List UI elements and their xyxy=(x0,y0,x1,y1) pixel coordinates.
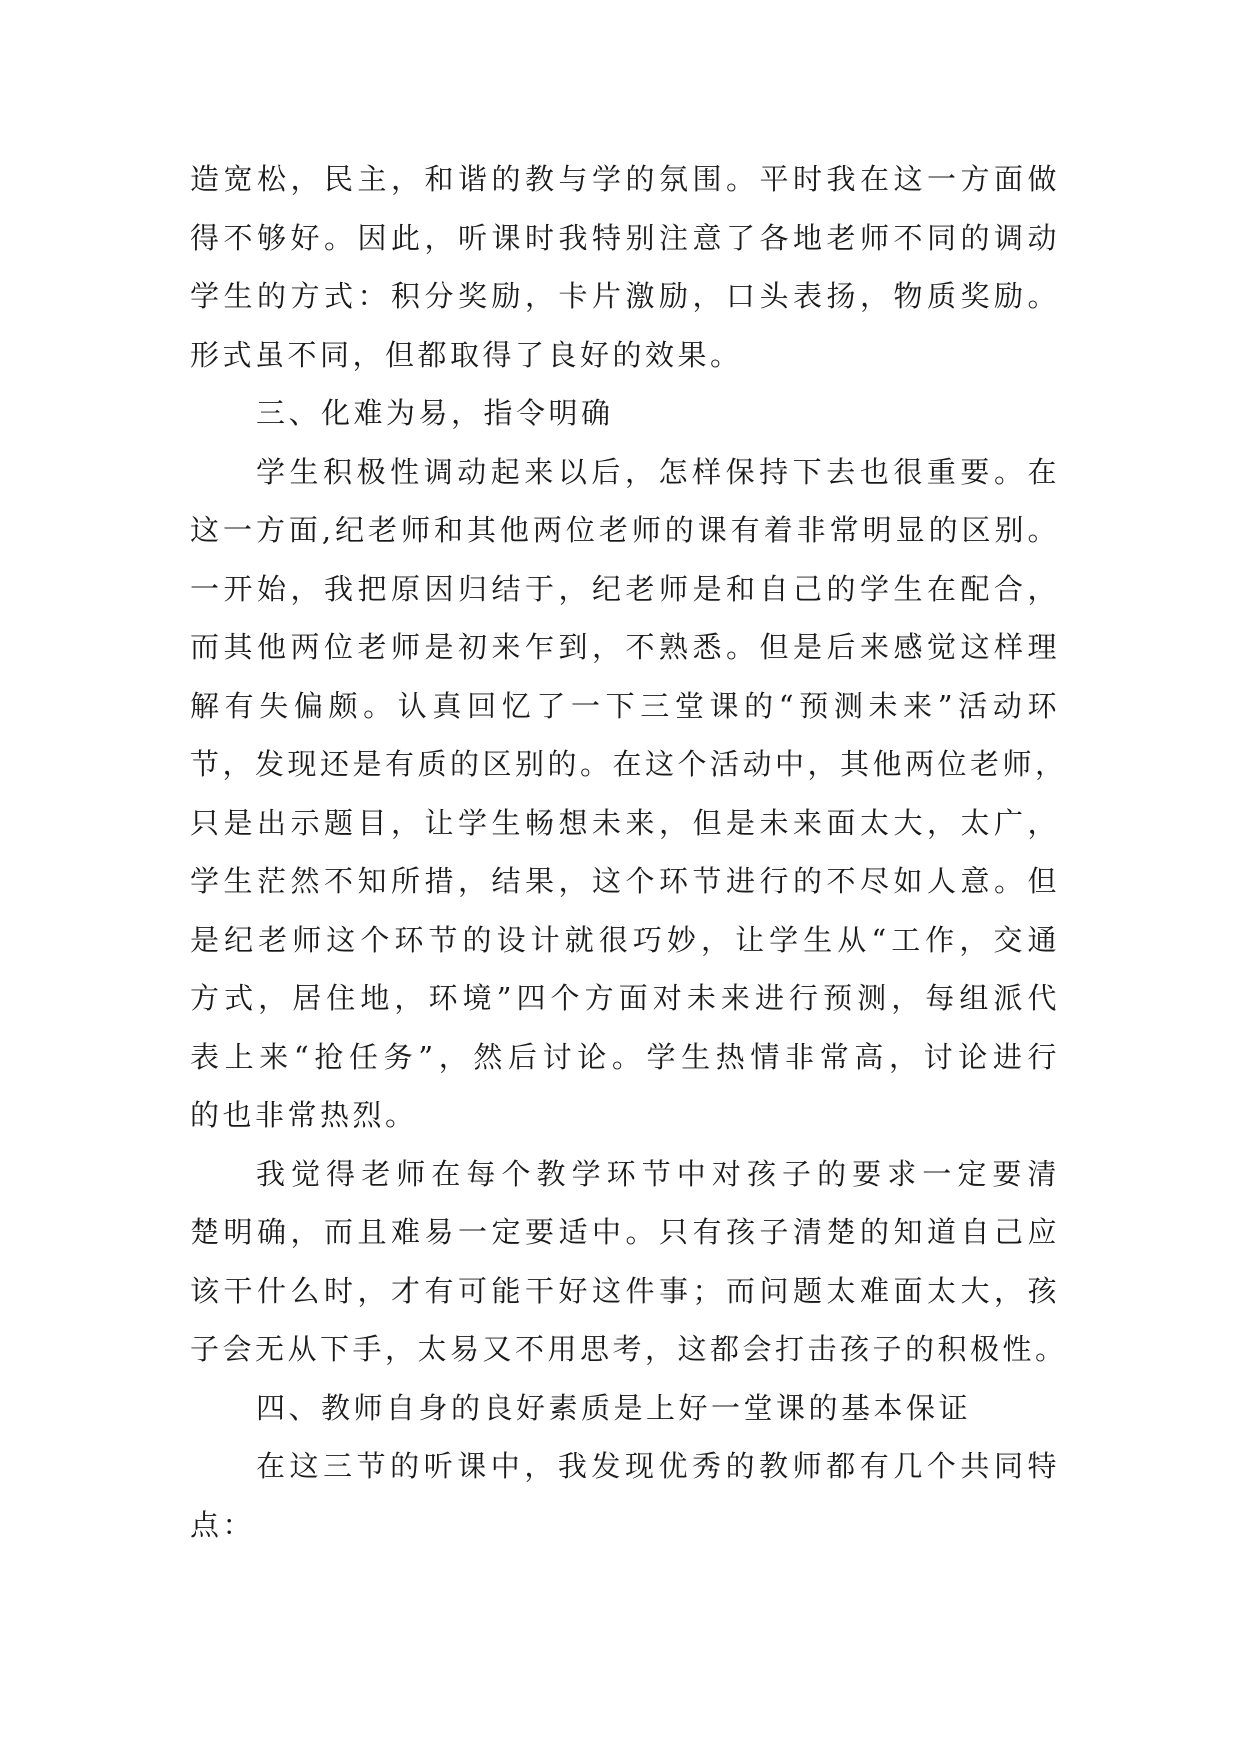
text-line: 一开始，我把原因归结于，纪老师是和自己的学生在配合， xyxy=(190,571,1060,606)
text-line: 点： xyxy=(190,1507,256,1542)
text-line: 学生的方式：积分奖励，卡片激励，口头表扬，物质奖励。 xyxy=(190,279,1060,313)
text-line: 子会无从下手，太易又不用思考，这都会打击孩子的积极性。 xyxy=(190,1332,1068,1366)
body-text xyxy=(190,150,1068,1554)
text-line: 表上来“抢任务”，然后讨论。学生热情非常高，讨论进行 xyxy=(190,1039,1060,1074)
text-line: 在这三节的听课中，我发现优秀的教师都有几个共同特 xyxy=(256,1449,1060,1483)
text-line: 学生积极性调动起来以后，怎样保持下去也很重要。在 xyxy=(256,454,1060,489)
text-line: 该干什么时，才有可能干好这件事；而问题太难面太大，孩 xyxy=(190,1273,1060,1308)
text-line: 学生茫然不知所措，结果，这个环节进行的不尽如人意。但 xyxy=(190,864,1060,898)
text-line: 节，发现还是有质的区别的。在这个活动中，其他两位老师， xyxy=(190,747,1068,781)
text-line: 方式，居住地，环境”四个方面对未来进行预测，每组派代 xyxy=(190,981,1060,1015)
text-line: 解有失偏颇。认真回忆了一下三堂课的“预测未来”活动环 xyxy=(190,688,1060,723)
text-line: 得不够好。因此，听课时我特别注意了各地老师不同的调动 xyxy=(190,220,1060,255)
text-line: 这一方面,纪老师和其他两位老师的课有着非常明显的区别。 xyxy=(190,513,1060,547)
text-line: 只是出示题目，让学生畅想未来，但是未来面太大，太广， xyxy=(190,805,1060,840)
text-line: 三、化难为易，指令明确 xyxy=(256,396,614,430)
text-line: 四、教师自身的良好素质是上好一堂课的基本保证 xyxy=(256,1390,972,1425)
text-line: 形式虽不同，但都取得了良好的效果。 xyxy=(190,337,743,372)
text-line: 造宽松，民主，和谐的教与学的氛围。平时我在这一方面做 xyxy=(190,162,1060,196)
text-line: 我觉得老师在每个教学环节中对孩子的要求一定要清 xyxy=(256,1156,1060,1191)
text-line: 而其他两位老师是初来乍到，不熟悉。但是后来感觉这样理 xyxy=(190,630,1060,664)
text-line: 楚明确，而且难易一定要适中。只有孩子清楚的知道自己应 xyxy=(190,1215,1060,1249)
text-line: 的也非常热烈。 xyxy=(190,1098,418,1132)
text-line: 是纪老师这个环节的设计就很巧妙，让学生从“工作，交通 xyxy=(190,922,1060,957)
